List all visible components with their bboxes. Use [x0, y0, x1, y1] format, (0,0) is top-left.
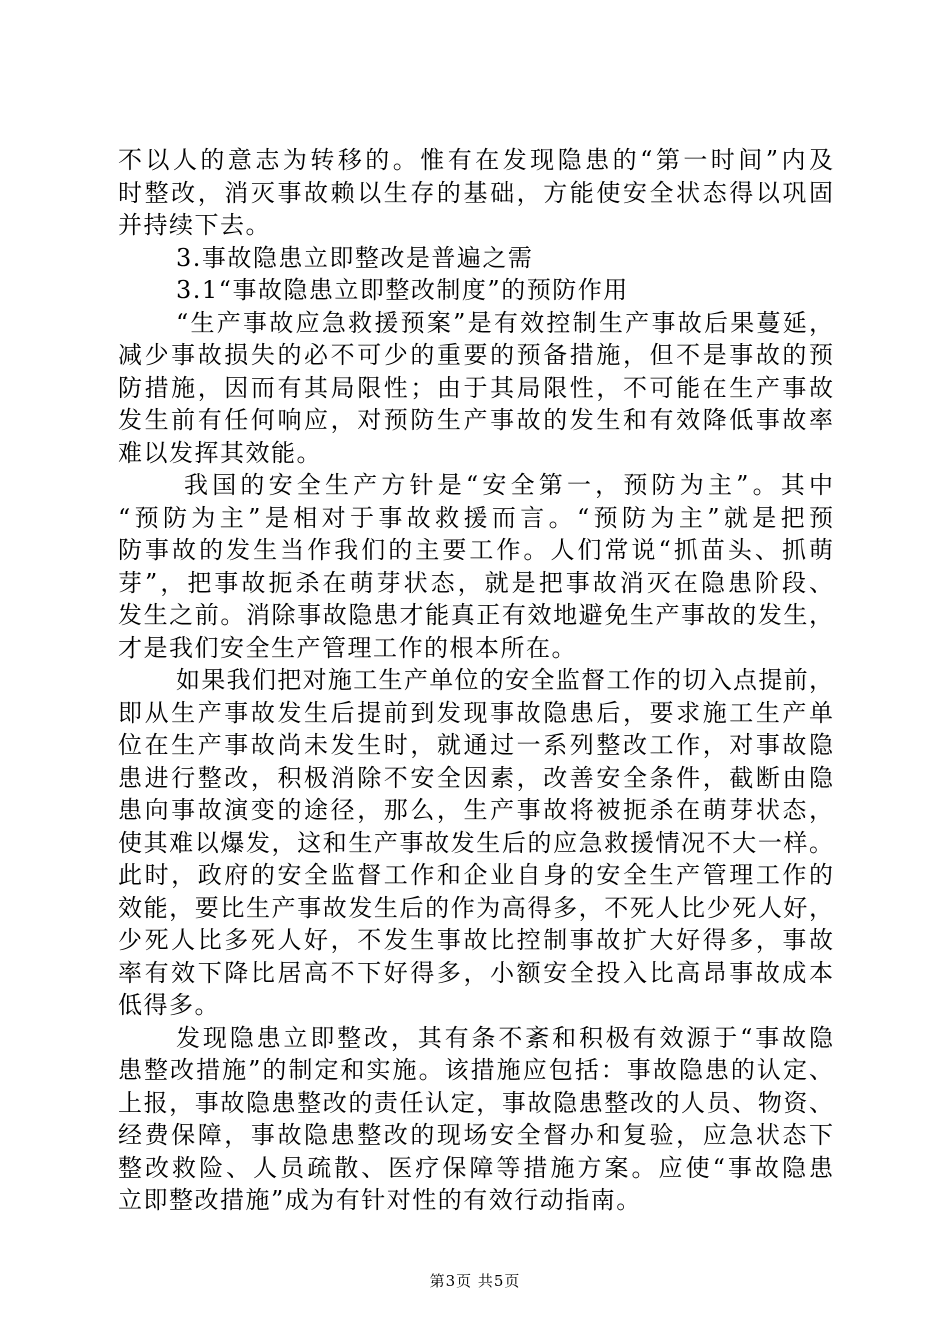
- text-line: “预防为主”是相对于事故救援而言。“预防为主”就是把预: [118, 503, 833, 532]
- text-line: 此时，政府的安全监督工作和企业自身的安全生产管理工作的: [118, 861, 833, 889]
- section-heading: 3.事故隐患立即整改是普遍之需: [176, 243, 534, 272]
- text-line: 使其难以爆发，这和生产事故发生后的应急救援情况不大一样。: [118, 828, 833, 857]
- text-line: 患进行整改，积极消除不安全因素，改善安全条件，截断由隐: [118, 763, 833, 792]
- text-line: 如果我们把对施工生产单位的安全监督工作的切入点提前，: [176, 666, 833, 694]
- subsection-heading: 3.1“事故隐患立即整改制度”的预防作用: [176, 276, 629, 304]
- text-line: 经费保障，事故隐患整改的现场安全督办和复验，应急状态下: [118, 1121, 833, 1149]
- text-line: 并持续下去。: [118, 211, 271, 239]
- text-line: 即从生产事故发生后提前到发现事故隐患后，要求施工生产单: [118, 698, 833, 727]
- text-line: 我国的安全生产方针是“安全第一，预防为主”。其中: [184, 471, 833, 499]
- text-line: 效能，要比生产事故发生后的作为高得多，不死人比少死人好，: [118, 893, 833, 922]
- text-line: 上报，事故隐患整改的责任认定，事故隐患整改的人员、物资、: [118, 1088, 833, 1117]
- text-line: 立即整改措施”成为有针对性的有效行动指南。: [118, 1186, 642, 1214]
- text-line: 防事故的发生当作我们的主要工作。人们常说“抓苗头、抓萌: [118, 536, 833, 564]
- document-body: [118, 144, 833, 1217]
- page-number-footer: 第3页 共5页: [429, 1272, 521, 1290]
- text-line: “生产事故应急救援预案”是有效控制生产事故后果蔓延，: [176, 308, 833, 337]
- text-line: 患整改措施”的制定和实施。该措施应包括：事故隐患的认定、: [118, 1056, 833, 1084]
- text-line: 少死人比多死人好，不发生事故比控制事故扩大好得多，事故: [118, 926, 833, 954]
- text-line: 才是我们安全生产管理工作的根本所在。: [118, 633, 577, 662]
- text-line: 发生之前。消除事故隐患才能真正有效地避免生产事故的发生，: [118, 601, 833, 629]
- text-line: 整改救险、人员疏散、医疗保障等措施方案。应使“事故隐患: [118, 1153, 833, 1182]
- text-line: 不以人的意志为转移的。惟有在发现隐患的“第一时间”内及: [118, 146, 833, 174]
- text-line: 低得多。: [118, 991, 220, 1019]
- text-line: 患向事故演变的途径，那么，生产事故将被扼杀在萌芽状态，: [118, 796, 833, 824]
- text-line: 时整改，消灭事故赖以生存的基础，方能使安全状态得以巩固: [118, 178, 833, 207]
- text-line: 难以发挥其效能。: [118, 438, 322, 467]
- text-line: 芽”，把事故扼杀在萌芽状态，就是把事故消灭在隐患阶段、: [118, 568, 833, 597]
- text-line: 发生前有任何响应，对预防生产事故的发生和有效降低事故率: [118, 406, 833, 434]
- text-line: 防措施，因而有其局限性；由于其局限性，不可能在生产事故: [118, 373, 833, 402]
- text-line: 发现隐患立即整改，其有条不紊和积极有效源于“事故隐: [176, 1023, 833, 1052]
- text-line: 率有效下降比居高不下好得多，小额安全投入比高昂事故成本: [118, 958, 833, 987]
- text-line: 位在生产事故尚未发生时，就通过一系列整改工作，对事故隐: [118, 731, 833, 759]
- text-line: 减少事故损失的必不可少的重要的预备措施，但不是事故的预: [118, 341, 833, 369]
